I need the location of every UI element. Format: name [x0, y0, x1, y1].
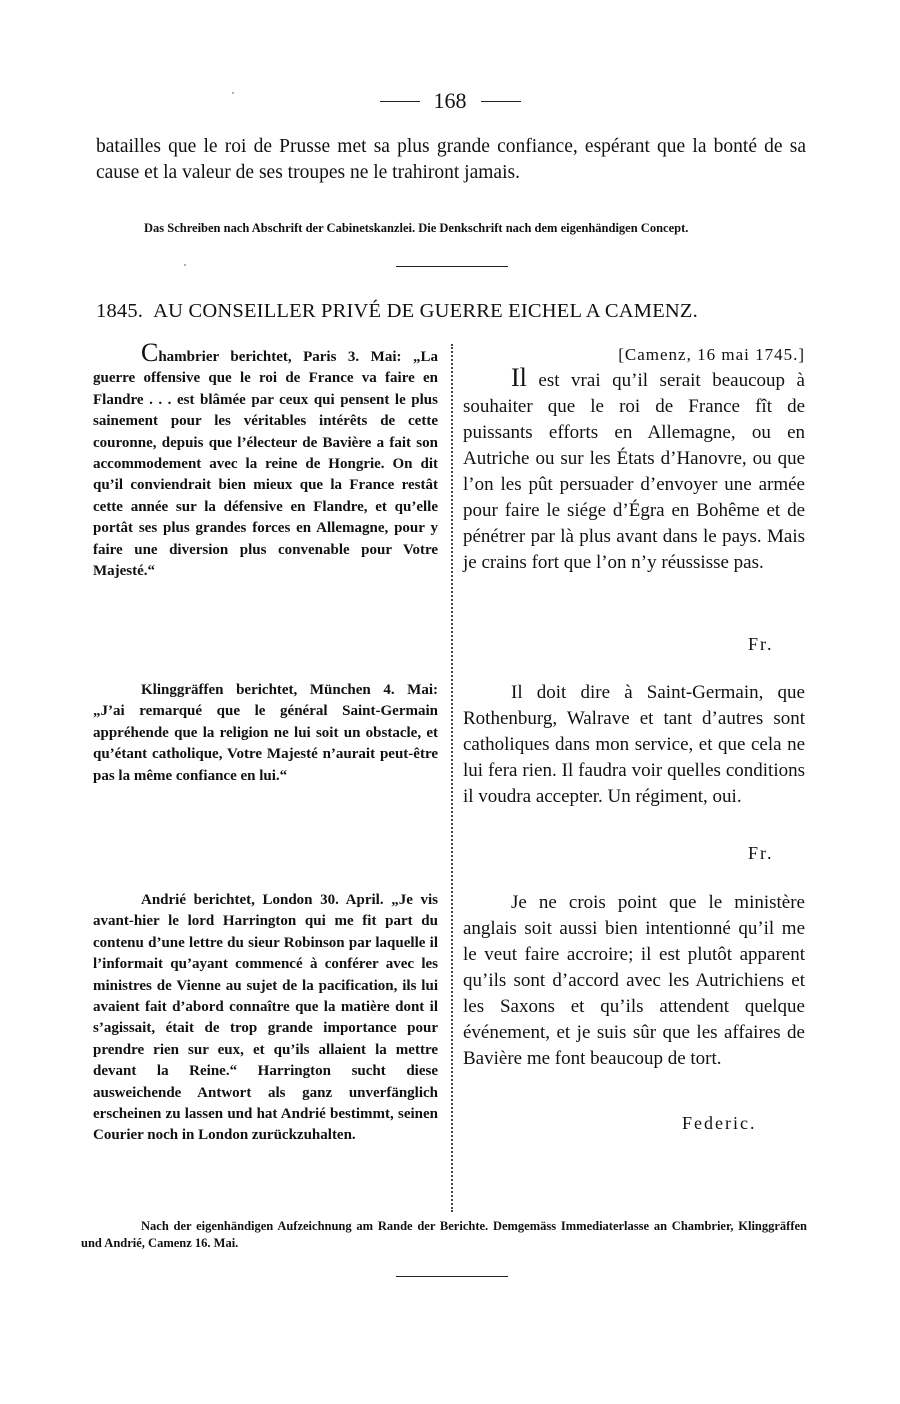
response-initial: Il [511, 363, 527, 392]
header-dash-left [380, 101, 420, 102]
paper-speck [232, 92, 234, 94]
report-text: Andrié berichtet, London 30. April. „Je vis avant-hier le lord Harrington qui me fit part du contenu d’une lettre du sieur Robinson par laquelle il l’informait qu’ayant commencé à conférer avec les ministres de Vienne au sujet de la pacification, ils lui avaient fait d’abord connaître que la matière dont il s’agissait, était de trop grande importance pour prendre rien sur eux, et qu’ils allaient la mettre devant la Reine.“ Harrington sucht diese ausweichende Antwort als ganz unverfänglich erscheinen zu lassen und hat Andrié bestimmt, seinen Courier noch in London zurückzuhalten. [93, 892, 438, 1144]
page-header [0, 88, 900, 114]
page-number: 168 [433, 88, 467, 113]
signature: Fr. [748, 634, 774, 654]
signature: Fr. [748, 843, 774, 863]
response-chambrier [463, 342, 805, 576]
report-text: hambrier berichtet, Paris 3. Mai: „La guerre offensive que le roi de France va faire en Flandre . . . est blâmée par ceux qui pensent le plus sainement pour les véritables intérêts de cette couronne, depuis que l’électeur de Bavière a fait son accommodement avec la reine de Hongrie. On dit qu’il conviendrait bien mieux que la France restât cette année sur la défensive en Flandre, et qu’elle portât ses plus grandes forces en Allemagne, pour y faire une diversion plus convenable pour Votre Majesté.“ [93, 349, 438, 580]
letter-heading [96, 300, 808, 323]
letter-title: AU CONSEILLER PRIVÉ DE GUERRE EICHEL A CAMENZ. [153, 300, 698, 322]
section-rule-top [396, 266, 508, 267]
response-klinggraeffen [463, 680, 805, 810]
section-rule-bottom [396, 1276, 508, 1277]
header-dash-right [481, 101, 521, 102]
response-andrie [463, 890, 805, 1072]
signature: Federic. [682, 1113, 757, 1133]
report-chambrier [93, 338, 438, 582]
report-andrie [93, 890, 438, 1147]
report-klinggraeffen [93, 680, 438, 787]
response-text: est vrai qu’il serait beaucoup à souhaiter que le roi de France fît de puissants efforts en Allemagne, ou en Autriche ou sur les États d’Hanovre, ou que l’on les pût persuader d’envoyer une armée pour faire le siége d’Égra en Bohême et de pénétrer par là plus avant dans le pays. Mais je crains fort que l’on n’y réussisse pas. [463, 370, 805, 573]
letter-number: 1845. [96, 300, 144, 322]
date-line: [Camenz, 16 mai 1745.] [618, 345, 805, 364]
column-divider [451, 344, 453, 1212]
footnote: Nach der eigenhändigen Aufzeichnung am Rande der Berichte. Demgemäss Immediaterlasse an Chambrier, Klinggräffen und Andrié, Camenz 16. Mai. [81, 1219, 807, 1250]
report-dropcap: C [141, 338, 159, 367]
response-text: Je ne crois point que le ministère anglais soit aussi bien intentionné qu’il me le veut faire accroire; il est plutôt apparent qu’ils sont d’accord avec les Autrichiens et les Saxons et qu’ils attendent quelque événement, et je suis sûr que les affaires de Bavière me font beaucoup de tort. [463, 892, 805, 1069]
intro-paragraph: batailles que le roi de Prusse met sa plus grande confiance, espérant que la bonté de sa cause et la valeur de ses troupes ne le trahiront jamais. [96, 136, 806, 183]
paper-speck [184, 264, 186, 266]
report-text: Klinggräffen berichtet, München 4. Mai: „J’ai remarqué que le général Saint-Germain appréhende que la religion ne lui soit un obstacle, et qu’étant catholique, Votre Majesté n’aurait peut-être pas la même confiance en lui.“ [93, 682, 438, 784]
source-note: Das Schreiben nach Abschrift der Cabinetskanzlei. Die Denkschrift nach dem eigenhändigen Concept. [144, 221, 689, 235]
response-text: Il doit dire à Saint-Germain, que Rothenburg, Walrave et tant d’autres sont catholiques dans mon service, et que cela ne lui fera rien. Il faudra voir quelles conditions il voudra accepter. Un régiment, oui. [463, 682, 805, 807]
